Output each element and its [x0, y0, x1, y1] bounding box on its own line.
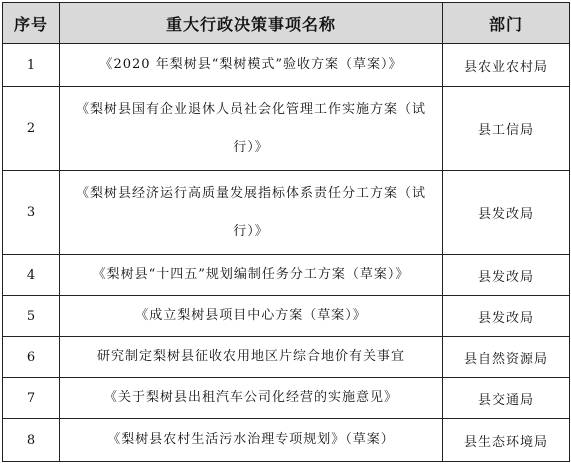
row-number: 8 [3, 419, 60, 462]
row-number: 1 [3, 44, 60, 87]
decisions-table [2, 2, 570, 462]
header-number: 序号 [3, 3, 60, 44]
row-number: 2 [3, 87, 60, 171]
row-item-name: 《梨树县“十四五”规划编制任务分工方案（草案）》 [60, 255, 443, 296]
row-item-name: 《2020 年梨树县“梨树模式”验收方案（草案）》 [60, 44, 443, 87]
row-number: 5 [3, 296, 60, 337]
row-item-name: 《梨树县农村生活污水治理专项规划》（草案） [60, 419, 443, 462]
header-department: 部门 [443, 3, 570, 44]
row-item-name: 《关于梨树县出租汽车公司化经营的实施意见》 [60, 378, 443, 419]
table-row [3, 419, 570, 462]
row-item-name: 《成立梨树县项目中心方案（草案）》 [60, 296, 443, 337]
row-department: 县发改局 [443, 171, 570, 255]
row-number: 6 [3, 337, 60, 378]
row-department: 县发改局 [443, 255, 570, 296]
row-department: 县农业农村局 [443, 44, 570, 87]
table-row [3, 337, 570, 378]
row-department: 县自然资源局 [443, 337, 570, 378]
row-department: 县交通局 [443, 378, 570, 419]
row-department: 县生态环境局 [443, 419, 570, 462]
table-row [3, 378, 570, 419]
table-row [3, 255, 570, 296]
table-header-row [3, 3, 570, 44]
row-number: 3 [3, 171, 60, 255]
row-item-name: 研究制定梨树县征收农用地区片综合地价有关事宜 [60, 337, 443, 378]
table-row [3, 296, 570, 337]
table-row [3, 44, 570, 87]
table-row [3, 171, 570, 255]
header-item-name: 重大行政决策事项名称 [60, 3, 443, 44]
row-item-name: 《梨树县经济运行高质量发展指标体系责任分工方案（试行）》 [60, 171, 443, 255]
row-number: 7 [3, 378, 60, 419]
row-department: 县发改局 [443, 296, 570, 337]
row-department: 县工信局 [443, 87, 570, 171]
table-row [3, 87, 570, 171]
row-item-name: 《梨树县国有企业退休人员社会化管理工作实施方案（试行）》 [60, 87, 443, 171]
row-number: 4 [3, 255, 60, 296]
